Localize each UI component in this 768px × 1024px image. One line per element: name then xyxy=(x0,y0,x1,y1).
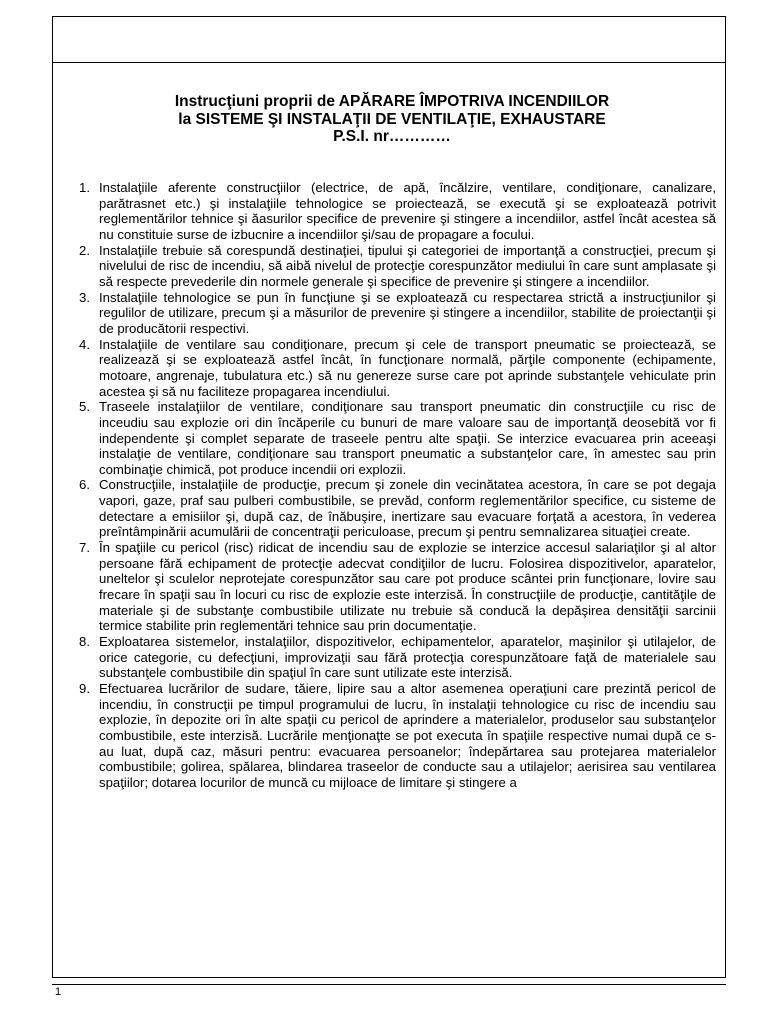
instruction-list xyxy=(79,180,716,791)
item-number: 1. xyxy=(79,180,90,195)
page-number: 1 xyxy=(55,986,62,998)
item-number: 7. xyxy=(79,540,90,556)
item-text: Construcţiile, instalaţiile de producţie, precum şi zonele din vecinătatea acestora, în care se pot degaja vapori, gaze, praf sau pulberi combustibile, se prevăd, conform reglementărilor specifice, cu sisteme de detectare a emisiilor şi, după caz, de înăbuşire, inertizare sau evacuare forţată a acestora, în vederea preîntâmpinării acumulării de concentraţii periculoase, precum şi pentru semnalizarea situaţiei create. xyxy=(99,477,716,540)
list-item xyxy=(79,399,716,477)
item-number: 5. xyxy=(79,399,90,415)
list-item xyxy=(79,336,716,400)
item-number: 9. xyxy=(79,681,90,696)
list-item xyxy=(79,242,716,290)
footer-rule xyxy=(52,984,726,985)
item-number: 4. xyxy=(79,336,90,352)
item-text: Instalaţiile tehnologice se pun în funcţiune şi se exploatează cu respectarea strictă a instrucţiunilor şi regulilor de utilizare, precum şi a măsurilor de prevenire şi stingere a incendiilor, stabilite de proiectanţii şi de producătorii respectivi. xyxy=(99,289,716,336)
item-number: 8. xyxy=(79,634,90,650)
title-line: Instrucţiuni proprii de APĂRARE ÎMPOTRIVA INCENDIILOR xyxy=(174,93,610,110)
item-text: În spaţiile cu pericol (risc) ridicat de incendiu sau de explozie se interzice accesul salariaţilor şi al altor persoane fără echipament de protecţie adecvat condiţiilor de lucru. Folosirea dispozitivelor, aparatelor, uneltelor şi sculelor neprotejate corespunzător sau care pot produce scântei prin funcţionare, lovire sau frecare în spaţii sau în locuri cu risc de explozie este interzisă. În construcţiile de producţie, cantităţile de materiale şi de substanţe combustibile utilizate nu trebuie să conducă la depăşirea densităţii sarcinii termice stabilite prin reglementări tehnice sau prin documentaţie. xyxy=(99,540,716,634)
title-line: la SISTEME ŞI INSTALAŢII DE VENTILAŢIE, EXHAUSTARE xyxy=(178,110,606,128)
list-item xyxy=(79,477,716,540)
list-item xyxy=(79,681,716,791)
list-item xyxy=(79,540,716,634)
item-text: Instalaţiile de ventilare sau condiţionare, precum şi cele de transport pneumatic se proiectează, se realizează şi se exploatează astfel încât, în funcţionare normală, părţile componente (echipamente, motoare, angrenaje, tubulatura etc.) să nu genereze surse care pot aprinde substanţele vehiculate prin acestea şi să nu faciliteze propagarea incendiului. xyxy=(99,336,716,399)
title-line: P.S.I. nr………… xyxy=(333,128,451,145)
item-text: Efectuarea lucrărilor de sudare, tăiere, lipire sau a altor asemenea operaţiuni care prezintă pericol de incendiu, în construcţii pe timpul programului de lucru, în instalaţii tehnologice cu risc de incendiu sau explozie, în depozite ori în alte spaţii cu pericol de aprindere a materialelor, produselor sau substanţelor combustibile, este interzisă. Lucrările menţionaţte se pot executa în spaţiile respective numai după ce s-au luat, după caz, măsuri pentru: evacuarea persoanelor; îndepărtarea sau protejarea materialelor combustibile; golirea, spălarea, blindarea traseelor de conducte sau a utilajelor; aerisirea sau ventilarea spaţiilor; dotarea locurilor de muncă cu mijloace de limitare şi stingere a xyxy=(99,681,716,790)
list-item xyxy=(79,180,716,243)
header-rule xyxy=(52,62,726,63)
item-text: Traseele instalaţiilor de ventilare, condiţionare sau transport pneumatic din construcţiile cu risc de inceudiu sau explozie ori din încăperile cu bunuri de mare valoare sau de importanţă deosebită vor fi independente şi complet separate de traseele pentru alte spaţii. Se interzice evacuarea prin aceeaşi instalaţie de ventilare, condiţionare sau transport pneumatic a substanţelor care, în amestec sau prin combinaţie chimică, pot produce incendii ori explozii. xyxy=(99,399,716,477)
item-number: 3. xyxy=(79,289,90,305)
list-item xyxy=(79,634,716,681)
list-item xyxy=(79,289,716,337)
item-number: 6. xyxy=(79,477,90,493)
item-number: 2. xyxy=(79,242,90,258)
item-text: Instalaţiile trebuie să corespundă destinaţiei, tipului şi categoriei de importanţă a construcţiei, precum şi nivelului de risc de incendiu, să aibă nivelul de protecţie corespunzător mediului în care sunt amplasate şi să respecte prevederile din normele generale şi specifice de prevenire şi stingere a incendiilor. xyxy=(99,242,716,289)
item-text: Instalaţiile aferente construcţiilor (electrice, de apă, încălzire, ventilare, condiţionare, canalizare, parătrasnet etc.) şi instalaţiile tehnologice se proiectează, se execută şi se exploatează potrivit reglementărilor tehnice şi ăasurilor specifice de prevenire şi stingere a incendiilor, astfel încât acestea să nu constituie surse de izbucnire a incendiilor şi/sau de propagare a focului. xyxy=(99,180,716,242)
item-text: Exploatarea sistemelor, instalaţiilor, dispozitivelor, echipamentelor, aparatelor, maşinilor şi utilajelor, de orice categorie, cu defecţiuni, improvizaţii sau fără protecţia corespunzătoare faţă de materialele sau substanţele combustibile din spaţiul în care sunt utilizate este interzisă. xyxy=(99,634,716,681)
document-title xyxy=(92,93,692,146)
